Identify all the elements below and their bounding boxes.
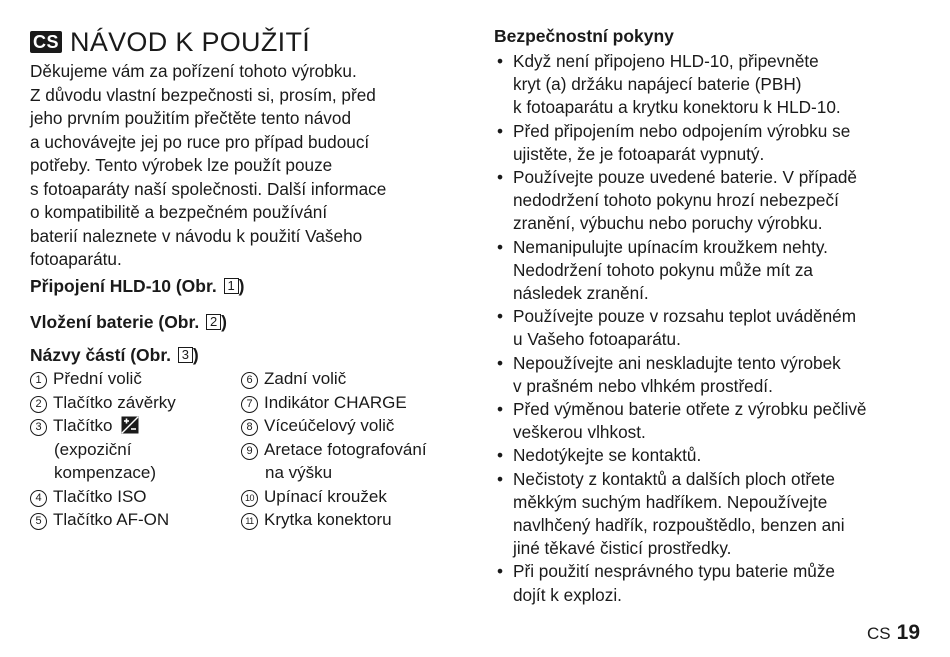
list-item-line: Nemanipulujte upínacím kroužkem nehty. — [513, 236, 828, 257]
safety-heading: Bezpečnostní pokyny — [494, 26, 674, 46]
list-item — [30, 391, 176, 415]
figure-number: 2 — [206, 314, 221, 330]
intro-line: Z důvodu vlastní bezpečnosti si, prosím, před — [30, 84, 376, 105]
list-item-continuation: (expoziční — [54, 439, 132, 459]
list-item-continuation: kompenzace) — [54, 463, 157, 482]
list-item — [241, 391, 427, 415]
bullet: • — [497, 468, 504, 489]
section-heading-close: ) — [221, 312, 227, 332]
list-item — [241, 438, 427, 462]
list-item — [30, 508, 176, 532]
page-footer — [867, 621, 920, 645]
list-item-line: ujistěte, že je fotoaparát vypnutý. — [513, 143, 765, 164]
item-label: Aretace fotografování — [264, 439, 427, 459]
intro-line: jeho prvním použitím přečtěte tento návod — [30, 108, 352, 128]
item-number: 5 — [30, 513, 47, 530]
list-item — [494, 305, 934, 351]
intro-line: baterií naleznete v návodu k použití Vašeho — [30, 225, 363, 246]
item-number: 4 — [30, 490, 47, 507]
list-item-line: Nedotýkejte se kontaktů. — [513, 445, 702, 466]
list-item — [30, 414, 176, 438]
list-item — [494, 236, 934, 306]
section-heading-label: Názvy částí (Obr. — [30, 345, 172, 365]
list-item-line: veškerou vlhkost. — [513, 422, 646, 443]
page-title — [30, 27, 310, 57]
list-item-line: Nepoužívejte ani neskladujte tento výrobek — [513, 352, 841, 373]
list-item-line: následek zranění. — [513, 283, 649, 304]
list-item-line: Nečistoty z kontaktů a dalších ploch otřete — [513, 468, 835, 489]
list-item-line: navlhčený hadřík, rozpouštědlo, benzen ani — [513, 515, 845, 536]
footer-language: CS — [867, 624, 891, 643]
list-item-line: zranění, výbuchu nebo poruchy výrobku. — [513, 213, 823, 234]
list-item-line: k fotoaparátu a krytku konektoru k HLD-10. — [513, 97, 841, 118]
item-label: Upínací kroužek — [264, 486, 387, 506]
intro-line: a uchovávejte jej po ruce pro případ budoucí — [30, 131, 370, 152]
bullet: • — [497, 167, 504, 188]
item-number: 2 — [30, 396, 47, 413]
section-heading-label: Připojení HLD-10 (Obr. — [30, 276, 217, 296]
list-item — [30, 367, 176, 391]
section-heading-battery — [30, 311, 227, 333]
bullet: • — [497, 561, 504, 582]
list-item-line: Při použití nesprávného typu baterie může — [513, 561, 835, 582]
list-item-line: Nedodržení tohoto pokynu může mít za — [513, 259, 813, 280]
section-heading-label: Vložení baterie (Obr. — [30, 312, 200, 332]
item-number: 10 — [241, 490, 258, 507]
section-heading-parts — [30, 344, 199, 366]
item-label: Krytka konektoru — [264, 510, 392, 529]
language-badge: CS — [30, 31, 62, 53]
list-item-line: nedodržení tohoto pokynu hrozí nebezpečí — [513, 190, 839, 211]
list-item-line: Používejte pouze uvedené baterie. V případě — [513, 167, 857, 188]
list-item — [30, 485, 176, 509]
bullet: • — [497, 236, 504, 257]
list-item — [494, 468, 934, 561]
intro-line: potřeby. Tento výrobek lze použít pouze — [30, 155, 333, 175]
item-number: 1 — [30, 372, 47, 389]
list-item — [241, 367, 427, 391]
list-item-line: jiné těkavé čisticí prostředky. — [513, 538, 732, 559]
list-item-line: Před výměnou baterie otřete z výrobku pečlivě — [513, 399, 867, 420]
list-item-line: v prašném nebo vlhkém prostředí. — [513, 375, 773, 396]
list-item — [241, 414, 427, 438]
safety-list — [494, 50, 934, 607]
list-item-line: Před připojením nebo odpojením výrobku se — [513, 120, 851, 141]
intro-line: o kompatibilitě a bezpečném používání — [30, 202, 328, 222]
list-item-line: měkkým suchým hadříkem. Nepoužívejte — [513, 491, 828, 512]
item-label: Tlačítko ISO — [53, 486, 147, 506]
list-item — [494, 50, 934, 120]
item-label: Tlačítko závěrky — [53, 392, 176, 412]
list-item-line: u Vašeho fotoaparátu. — [513, 329, 681, 350]
list-item — [241, 508, 427, 532]
item-number: 11 — [241, 513, 258, 530]
title-text: NÁVOD K POUŽITÍ — [70, 27, 311, 57]
item-label: Přední volič — [53, 369, 142, 388]
section-heading-close: ) — [238, 276, 245, 296]
list-item — [494, 120, 934, 166]
figure-number: 1 — [224, 278, 239, 294]
section-heading-close: ) — [192, 345, 199, 365]
list-item — [494, 352, 934, 398]
item-label: Indikátor CHARGE — [264, 392, 407, 412]
item-number: 7 — [241, 396, 258, 413]
item-number: 9 — [241, 443, 258, 460]
item-label: Tlačítko AF-ON — [53, 510, 170, 529]
bullet: • — [497, 51, 504, 71]
parts-list-right — [241, 367, 427, 532]
list-item-continuation: na výšku — [265, 463, 333, 482]
intro-line: s fotoaparáty naší společnosti. Další informace — [30, 178, 387, 199]
item-number: 8 — [241, 419, 258, 436]
section-heading-connect — [30, 275, 244, 297]
parts-list-left — [30, 367, 176, 532]
list-item-line: dojít k explozi. — [513, 584, 622, 605]
item-label: Víceúčelový volič — [264, 416, 395, 435]
bullet: • — [497, 399, 504, 420]
list-item — [241, 485, 427, 509]
exposure-compensation-icon — [121, 416, 139, 434]
list-item — [494, 560, 934, 606]
list-item — [494, 398, 934, 444]
item-number: 6 — [241, 372, 258, 389]
bullet: • — [497, 120, 504, 141]
item-number: 3 — [30, 419, 47, 436]
item-label: Zadní volič — [264, 369, 347, 388]
item-label: Tlačítko — [53, 416, 113, 435]
intro-paragraph — [30, 60, 470, 272]
bullet: • — [497, 445, 504, 466]
list-item — [494, 166, 934, 236]
intro-line: fotoaparátu. — [30, 249, 122, 269]
figure-number: 3 — [178, 347, 193, 363]
bullet: • — [497, 352, 504, 373]
bullet: • — [497, 306, 504, 327]
list-item-line: Když není připojeno HLD-10, připevněte — [513, 51, 819, 71]
page-number: 19 — [896, 621, 920, 644]
list-item-line: kryt (a) držáku napájecí baterie (PBH) — [513, 74, 802, 95]
list-item — [494, 444, 934, 467]
list-item-line: Používejte pouze v rozsahu teplot uváděném — [513, 306, 857, 327]
intro-line: Děkujeme vám za pořízení tohoto výrobku. — [30, 61, 357, 81]
